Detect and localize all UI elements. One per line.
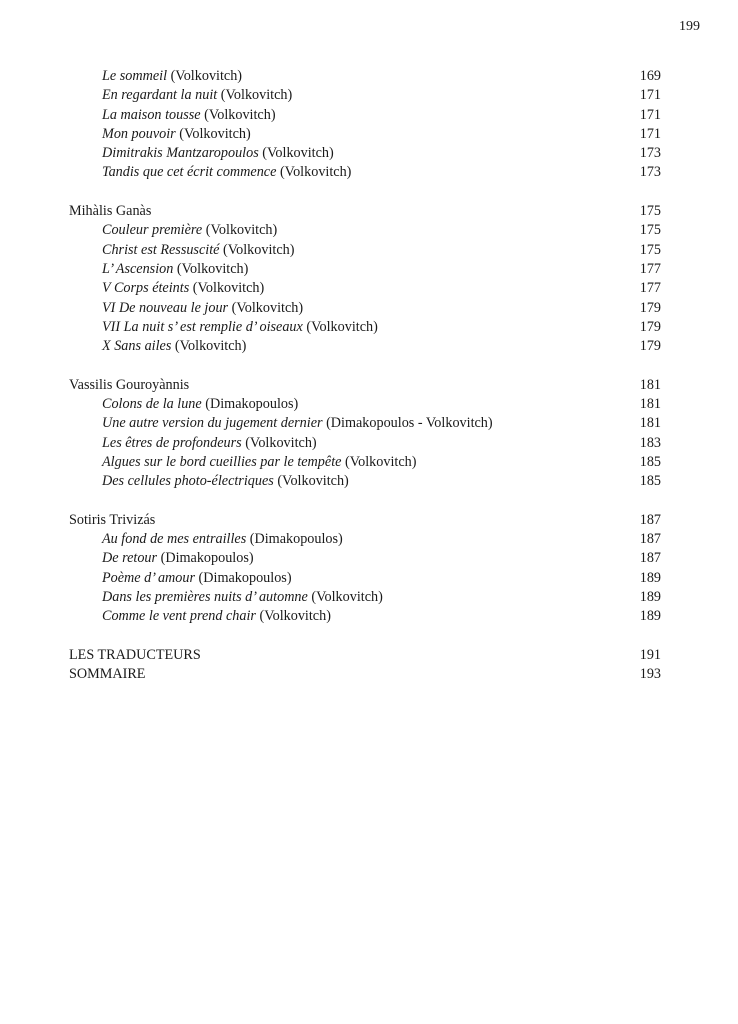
poem-title: De retour bbox=[102, 550, 158, 567]
translator-name: (Dimakopoulos) bbox=[201, 396, 299, 413]
section-spacer bbox=[0, 492, 738, 511]
poem-title: Tandis que cet écrit commence bbox=[102, 164, 277, 181]
page-ref: 169 bbox=[639, 68, 661, 84]
translator-name: (Volkovitch) bbox=[276, 164, 352, 181]
toc-entry-label bbox=[102, 588, 383, 607]
poem-title: L’ Ascension bbox=[102, 260, 174, 277]
translator-name: (Volkovitch) bbox=[175, 125, 251, 142]
translator-name: (Volkovitch) bbox=[171, 338, 247, 355]
back-matter-label: SOMMAIRE bbox=[69, 666, 146, 683]
page-ref: 177 bbox=[639, 260, 661, 277]
translator-name: (Dimakopoulos - Volkovitch) bbox=[322, 415, 493, 432]
toc-entry-label bbox=[102, 67, 242, 86]
toc-entry-label bbox=[102, 569, 292, 588]
page-ref: 177 bbox=[639, 280, 661, 297]
author-heading[interactable] bbox=[0, 376, 738, 395]
page-ref: 187 bbox=[639, 511, 661, 528]
toc-entry[interactable] bbox=[0, 67, 738, 86]
toc-entry-label bbox=[102, 607, 331, 626]
translator-name: (Volkovitch) bbox=[241, 434, 317, 451]
toc-entry[interactable] bbox=[0, 434, 738, 453]
poem-title: Comme le vent prend chair bbox=[102, 608, 256, 625]
back-matter-item[interactable] bbox=[0, 665, 738, 684]
toc-entry[interactable] bbox=[0, 549, 738, 568]
poem-title: Au fond de mes entrailles bbox=[102, 531, 247, 548]
toc-entry-label bbox=[102, 549, 254, 568]
toc-entry[interactable] bbox=[0, 260, 738, 279]
translator-name: (Volkovitch) bbox=[189, 280, 265, 297]
poem-title: Algues sur le bord cueillies par le tempête bbox=[102, 453, 342, 470]
author-heading[interactable] bbox=[0, 511, 738, 530]
toc-entry[interactable] bbox=[0, 588, 738, 607]
translator-name: (Dimakopoulos) bbox=[246, 531, 343, 548]
poem-title: Les êtres de profondeurs bbox=[102, 434, 242, 451]
toc-entry[interactable] bbox=[0, 607, 738, 626]
page-ref: 189 bbox=[639, 569, 661, 586]
toc-entry[interactable] bbox=[0, 86, 738, 105]
page-ref: 171 bbox=[639, 125, 661, 142]
section-spacer bbox=[0, 627, 738, 646]
page-ref: 171 bbox=[639, 87, 661, 104]
translator-name: (Volkovitch) bbox=[228, 299, 304, 316]
translator-name: (Volkovitch) bbox=[255, 608, 331, 625]
page-ref: 181 bbox=[639, 376, 661, 393]
poem-title: Dimitrakis Mantzaropoulos bbox=[102, 145, 259, 162]
translator-name: (Dimakopoulos) bbox=[195, 569, 292, 586]
toc-entry[interactable] bbox=[0, 569, 738, 588]
toc-entry[interactable] bbox=[0, 395, 738, 414]
toc-entry-label bbox=[102, 125, 251, 144]
author-name: Sotiris Trivizás bbox=[69, 511, 156, 528]
page-ref: 189 bbox=[639, 608, 661, 625]
toc-entry-label bbox=[102, 414, 493, 433]
poem-title: Mon pouvoir bbox=[102, 125, 176, 142]
toc-entry-label bbox=[102, 144, 334, 163]
translator-name: (Volkovitch) bbox=[217, 87, 293, 104]
toc-entry-label bbox=[102, 453, 416, 472]
poem-title: Couleur première bbox=[102, 222, 203, 239]
page-ref: 185 bbox=[639, 473, 661, 490]
page-ref: 187 bbox=[639, 531, 661, 548]
poem-title: Poème d’ amour bbox=[102, 569, 195, 586]
toc-entry[interactable] bbox=[0, 221, 738, 240]
toc-entry-label bbox=[102, 221, 277, 240]
toc-entry-label bbox=[102, 260, 248, 279]
page-ref: 183 bbox=[639, 434, 661, 451]
page-ref: 189 bbox=[639, 589, 661, 606]
poem-title: En regardant la nuit bbox=[102, 87, 218, 104]
poem-title: Dans les premières nuits d’ automne bbox=[102, 589, 308, 606]
toc-entry-label bbox=[102, 163, 351, 182]
toc-entry[interactable] bbox=[0, 144, 738, 163]
toc-entry[interactable] bbox=[0, 279, 738, 298]
page-ref: 181 bbox=[639, 396, 661, 413]
poem-title: V Corps éteints bbox=[102, 280, 190, 297]
author-name: Vassilis Gouroyànnis bbox=[69, 376, 190, 393]
toc-entry[interactable] bbox=[0, 318, 738, 337]
toc-entry[interactable] bbox=[0, 106, 738, 125]
poem-title: Le sommeil bbox=[102, 68, 168, 84]
page-ref: 191 bbox=[639, 646, 661, 663]
translator-name: (Volkovitch) bbox=[341, 453, 417, 470]
toc-entry[interactable] bbox=[0, 414, 738, 433]
toc-entry-label bbox=[102, 299, 303, 318]
page-ref: 173 bbox=[639, 164, 661, 181]
table-of-contents bbox=[0, 67, 738, 685]
poem-title: Christ est Ressuscité bbox=[102, 241, 220, 258]
page-ref: 185 bbox=[639, 453, 661, 470]
toc-entry[interactable] bbox=[0, 530, 738, 549]
page-ref: 175 bbox=[639, 203, 661, 220]
toc-entry[interactable] bbox=[0, 163, 738, 182]
page-ref: 173 bbox=[639, 145, 661, 162]
toc-entry[interactable] bbox=[0, 241, 738, 260]
author-name: Mihàlis Ganàs bbox=[69, 203, 152, 220]
translator-name: (Volkovitch) bbox=[173, 260, 249, 277]
page-ref: 179 bbox=[639, 318, 661, 335]
page-ref: 179 bbox=[639, 338, 661, 355]
poem-title: Une autre version du jugement dernier bbox=[102, 415, 323, 432]
page-number: 199 bbox=[679, 19, 700, 34]
poem-title: La maison tousse bbox=[102, 106, 201, 123]
toc-entry-label bbox=[102, 434, 317, 453]
toc-entry-label bbox=[102, 472, 349, 491]
page-ref: 171 bbox=[639, 106, 661, 123]
toc-entry-label bbox=[102, 241, 294, 260]
toc-entry-label bbox=[102, 86, 292, 105]
section-spacer bbox=[0, 356, 738, 375]
back-matter-label: LES TRADUCTEURS bbox=[69, 646, 201, 663]
toc-entry[interactable] bbox=[0, 125, 738, 144]
translator-name: (Volkovitch) bbox=[200, 106, 276, 123]
poem-title: VII La nuit s’ est remplie d’ oiseaux bbox=[102, 318, 303, 335]
page-ref: 175 bbox=[639, 222, 661, 239]
back-matter-item[interactable] bbox=[0, 646, 738, 665]
toc-entry-label bbox=[102, 279, 264, 298]
page-ref: 193 bbox=[639, 666, 661, 683]
translator-name: (Dimakopoulos) bbox=[157, 550, 254, 567]
toc-entry[interactable] bbox=[0, 453, 738, 472]
toc-entry[interactable] bbox=[0, 472, 738, 491]
translator-name: (Volkovitch) bbox=[202, 222, 278, 239]
translator-name: (Volkovitch) bbox=[219, 241, 295, 258]
poem-title: Des cellules photo-électriques bbox=[102, 473, 274, 490]
translator-name: (Volkovitch) bbox=[273, 473, 349, 490]
toc-entry[interactable] bbox=[0, 337, 738, 356]
page-ref: 181 bbox=[639, 415, 661, 432]
poem-title: X Sans ailes bbox=[102, 338, 172, 355]
translator-name: (Volkovitch) bbox=[167, 68, 243, 84]
section-spacer bbox=[0, 183, 738, 202]
translator-name: (Volkovitch) bbox=[302, 318, 378, 335]
toc-entry-label bbox=[102, 318, 378, 337]
page-ref: 175 bbox=[639, 241, 661, 258]
toc-entry[interactable] bbox=[0, 299, 738, 318]
toc-entry-label bbox=[102, 530, 343, 549]
page-ref: 179 bbox=[639, 299, 661, 316]
poem-title: Colons de la lune bbox=[102, 396, 202, 413]
author-heading[interactable] bbox=[0, 202, 738, 221]
translator-name: (Volkovitch) bbox=[258, 145, 334, 162]
toc-entry-label bbox=[102, 395, 298, 414]
translator-name: (Volkovitch) bbox=[307, 589, 383, 606]
page-ref: 187 bbox=[639, 550, 661, 567]
toc-entry-label bbox=[102, 337, 246, 356]
poem-title: VI De nouveau le jour bbox=[102, 299, 229, 316]
toc-entry-label bbox=[102, 106, 276, 125]
